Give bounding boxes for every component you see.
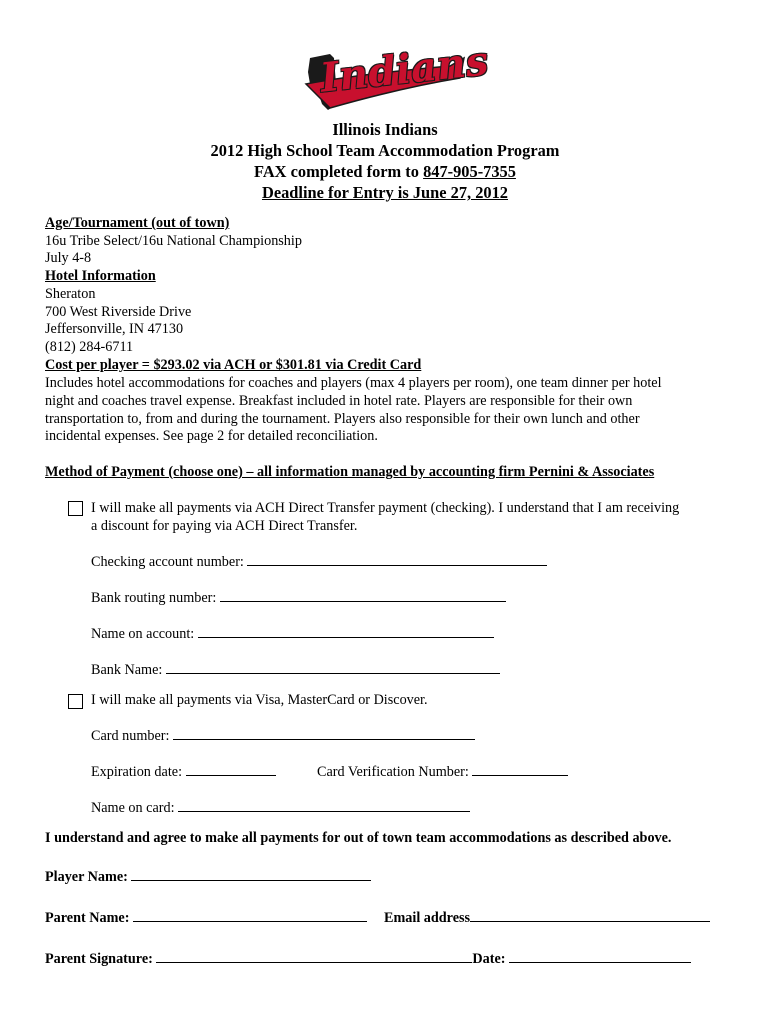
cost-heading: Cost per player = $293.02 via ACH or $301.81 via Credit Card xyxy=(45,357,422,373)
date-field[interactable] xyxy=(509,948,691,963)
hotel-heading: Hotel Information xyxy=(45,268,156,284)
indians-logo xyxy=(300,37,491,114)
card-number-row xyxy=(91,725,475,746)
fax-prefix: FAX completed form to xyxy=(254,162,424,181)
title-program: 2012 High School Team Accommodation Program xyxy=(210,141,560,160)
tournament-dates: July 4-8 xyxy=(45,250,92,266)
routing-number-label: Bank routing number: xyxy=(91,590,217,606)
fax-number: 847-905-7355 xyxy=(423,162,516,181)
credit-card-checkbox[interactable] xyxy=(68,694,83,709)
checking-account-label: Checking account number: xyxy=(91,554,244,570)
description-line: incidental expenses. See page 2 for detailed reconciliation. xyxy=(45,428,378,444)
routing-number-field[interactable] xyxy=(220,587,506,602)
tournament-name: 16u Tribe Select/16u National Championship xyxy=(45,233,302,249)
name-on-card-row xyxy=(91,797,470,818)
ach-option-line1: I will make all payments via ACH Direct Transfer payment (checking). I understand that I am receiving xyxy=(91,500,680,516)
credit-card-option: I will make all payments via Visa, MasterCard or Discover. xyxy=(91,692,428,708)
ach-checkbox[interactable] xyxy=(68,501,83,516)
agreement-statement: I understand and agree to make all payments for out of town team accommodations as described above. xyxy=(45,830,672,846)
cvn-label: Card Verification Number: xyxy=(317,764,469,780)
bank-name-field[interactable] xyxy=(166,659,500,674)
name-on-card-field[interactable] xyxy=(178,797,470,812)
parent-name-row xyxy=(45,907,367,928)
parent-signature-field[interactable] xyxy=(156,948,472,963)
email-label: Email address xyxy=(384,910,471,926)
payment-method-heading: Method of Payment (choose one) – all information managed by accounting firm Pernini & Associates xyxy=(45,464,655,480)
parent-name-label: Parent Name: xyxy=(45,910,130,926)
parent-name-field[interactable] xyxy=(133,907,367,922)
email-row xyxy=(384,907,710,928)
cvn-row xyxy=(317,761,568,782)
date-label: Date: xyxy=(472,951,506,967)
cvn-field[interactable] xyxy=(472,761,568,776)
email-field[interactable] xyxy=(470,907,710,922)
signature-row xyxy=(45,948,691,969)
bank-name-label: Bank Name: xyxy=(91,662,163,678)
description-line: night and coaches travel expense. Breakfast included in hotel rate. Players are responsible for their own xyxy=(45,393,633,409)
checking-account-field[interactable] xyxy=(247,551,547,566)
player-name-field[interactable] xyxy=(131,866,371,881)
card-number-field[interactable] xyxy=(173,725,475,740)
hotel-address: 700 West Riverside Drive xyxy=(45,304,192,320)
player-name-row xyxy=(45,866,371,887)
logo-wordmark: Indians xyxy=(317,37,491,102)
expiration-field[interactable] xyxy=(186,761,276,776)
name-on-card-label: Name on card: xyxy=(91,800,175,816)
name-on-account-row xyxy=(91,623,494,644)
expiration-label: Expiration date: xyxy=(91,764,183,780)
card-number-label: Card number: xyxy=(91,728,170,744)
title-organization: Illinois Indians xyxy=(332,120,438,139)
parent-signature-label: Parent Signature: xyxy=(45,951,153,967)
player-name-label: Player Name: xyxy=(45,869,128,885)
name-on-account-field[interactable] xyxy=(198,623,494,638)
checking-account-row xyxy=(91,551,547,572)
description-line: transportation to, from and during the tournament. Players also responsible for their own lunch and other xyxy=(45,411,640,427)
bank-name-row xyxy=(91,659,500,680)
hotel-phone: (812) 284-6711 xyxy=(45,339,134,355)
hotel-city: Jeffersonville, IN 47130 xyxy=(45,321,184,337)
routing-number-row xyxy=(91,587,506,608)
description-line: Includes hotel accommodations for coaches and players (max 4 players per room), one team dinner per hotel xyxy=(45,375,662,391)
expiration-row xyxy=(91,761,276,782)
title-deadline: Deadline for Entry is June 27, 2012 xyxy=(261,183,509,202)
age-tournament-heading: Age/Tournament (out of town) xyxy=(45,215,230,231)
ach-option-line2: a discount for paying via ACH Direct Transfer. xyxy=(91,518,358,534)
name-on-account-label: Name on account: xyxy=(91,626,195,642)
hotel-name: Sheraton xyxy=(45,286,96,302)
title-fax xyxy=(0,161,770,182)
